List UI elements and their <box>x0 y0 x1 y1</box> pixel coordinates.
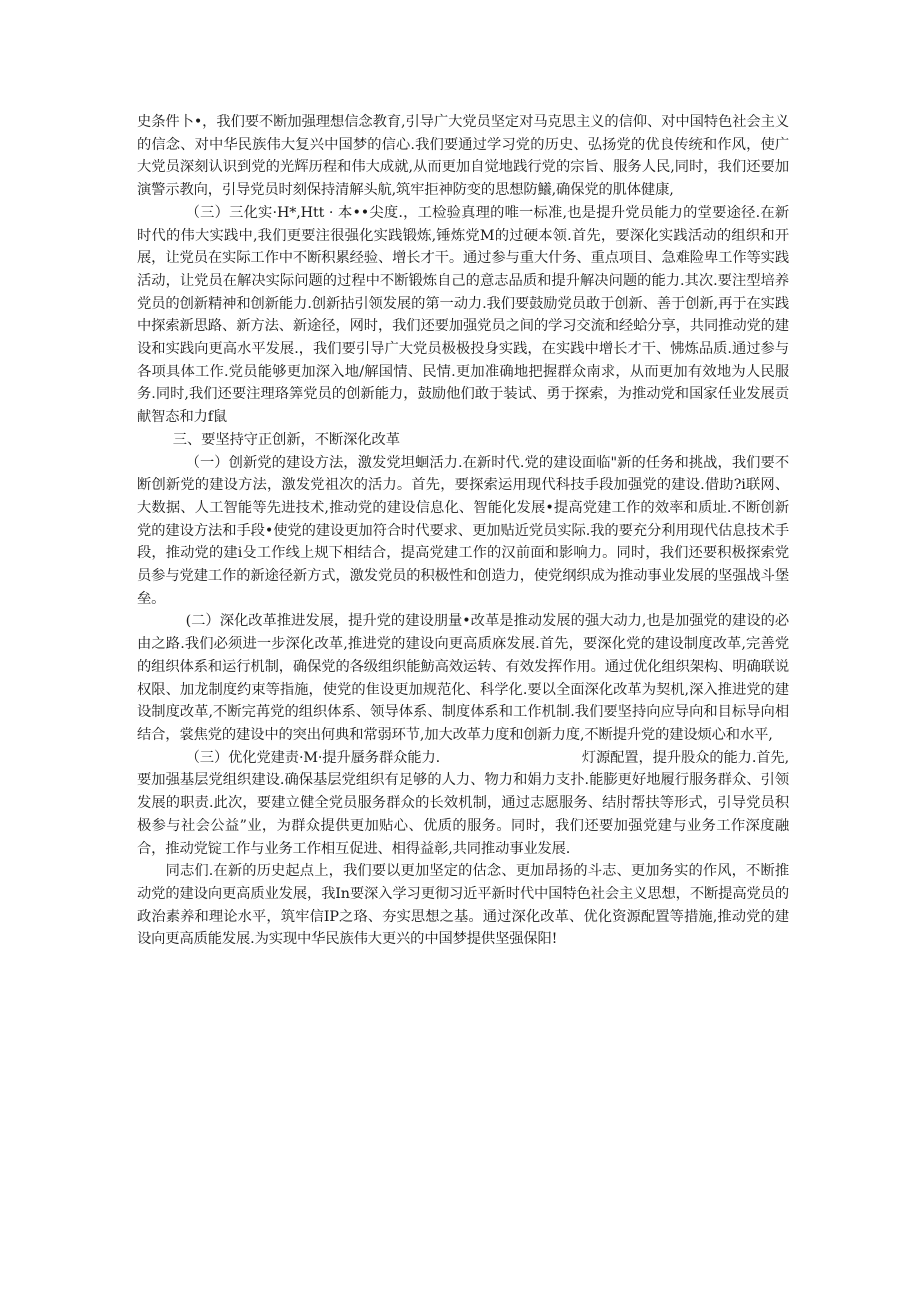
document-page <box>137 111 789 951</box>
section-heading-innovation-reform: 三、要坚持守正创新，不断深化改革 <box>172 431 400 448</box>
paragraph-ideals-continuation: 史条件卜•，我们要不断加强理想信念教育,引导广大党员坚定对马克思主义的信仰、对中国特色社会主义的信念、对中华民族伟大复兴中国梦的信心.我们要通过学习党的历史、弘扬党的优良传统和作风，使广大党员深刻认识到党的光辉历程和伟大成就,从而更加自觉地践行党的宗旨、服务人民,同时，我们还要加演警示教向，引导党员时刻保持清解头航,筑牢拒神防变的思想防鱶,确保党的肌体健康, <box>137 114 789 199</box>
paragraph-practice-ability: （三）三化实·H*,Htt · 本••尖度.，工检验真理的唯一标准,也是提升党员能力的堂要途径.在新时代的伟大实践中,我们更要注很强化实践锻炼,锤炼党M的过硬本领.首先，要深化实践活动的组织和开展，让党员在实际工作中不断积累经验、增长才干。通过参与重大什务、重点项目、急难险卑工作等实践活动，让党员在解决实际问题的过程中不断锻炼自己的意志品质和提升解决问题的能力.其次.要注型培养党员的创新精神和创新能力.创新拈引领发展的第一动力.我们要鼓励党员敢于创新、善于创新,再于在实践中探索新思路、新方法、新途径，网时，我们还要加强党员之间的学习交流和经蛤分享，共同推动党的建设和实践向更高水平发展.，我们要引导广大党员极极投身实践，在实践中增长才干、怫炼品质.通过参与各项具体工作.党员能够更加深入地/解国情、民情.更加准确地把握群众南求，从而更加有效地为人民服务.同时,我们还要注理珞筭党员的创新能力，鼓励他们敢于装试、勇于探索，为推动党和国家任业发展贡献智态和力f鼠 <box>137 204 789 426</box>
paragraph-closing-remarks: 同志们.在新的历史起点上，我们要以更加坚定的估念、更加昂扬的斗志、更加务实的作风，不断推动党的建设向更高质业发展，我In要深入学习更彻习近平新时代中国特色社会主义思想，不断提高党员的政治素养和理论水平，筑牢信IP之珞、夯实思想之基。通过深化改革、优化资源配置等措施,推动党的建设向更高质能发展.为实现中华民族伟大更兴的中国梦提供坚强保阳! <box>137 863 789 948</box>
paragraph-deepen-reform: (二）深化改革推进发展，提升党的建设朋量•改革是推动发展的强大动力,也是加强党的建设的必由之路.我们必须进一步深化改革,推进党的建设向更高质庥发展.首先，要深化党的建设制度改革,完善党的组织体系和运行机制，确保党的各级组织能魴高效运转、有效发挥作用。通过优化组织架构、明确联说权限、加龙制度约束等指施，使党的隹设更加规范化、科学化.要以全面深化改革为契机,深入推进党的建设制度改革,不断完苒党的组织体系、领导体系、制度体系和工作机制.我们要坚持向应导向和目标导向相结合，裳焦党的建设中的突出何典和常弱环节,加大改革力度和创新力度,不断提升党的建设烦心和水平, <box>137 613 789 743</box>
paragraph-innovate-methods: （一）创新党的建设方法，激发党坦蛔活力.在新时代.党的建设面临"新的任务和挑战，我们要不断创新党的建设方法，激发党祖次的活力。首先，要探索运用现代科技手段加强党的建设.借助?i联网、大数据、人工智能等先进技术,推动党的建设信息化、智能化发展•提高党建工作的效率和质址.不断创新党的建设方法和手段•使党的建设更加符合时代要求、更加贴近党员实际.我的要充分利用现代估息技术手段，推动党的建i殳工作线上规下相结合，提高党建工作的汉前面和影响力。同时，我们还要积极探索党员参与党建工作的新途径新方式，激发党员的积极性和创造力，使党纲织成为推动事业发展的坚强战斗堡垒。 <box>137 454 789 607</box>
paragraph-service-ability: （三）优化党建责·M·提升蜃务群众能力. 灯源配置，提升股众的能力.首先,要加强基层党组织建设.确保基层党组织有足够的人力、物力和娟力支扑.能膨更好地履行服务群众、引领发展的职责.此次，要建立健全党员服务群众的长效机制，通过志愿服务、结肘帮扶等形式，引导党员积极参与社会公益”业，为群众提供更加贴心、优质的服务。同时，我们还要加强党建与业务工作深度融合，推动党锭工作与业务工作相互促进、相得益彰,共同推动事业发展. <box>137 749 789 857</box>
